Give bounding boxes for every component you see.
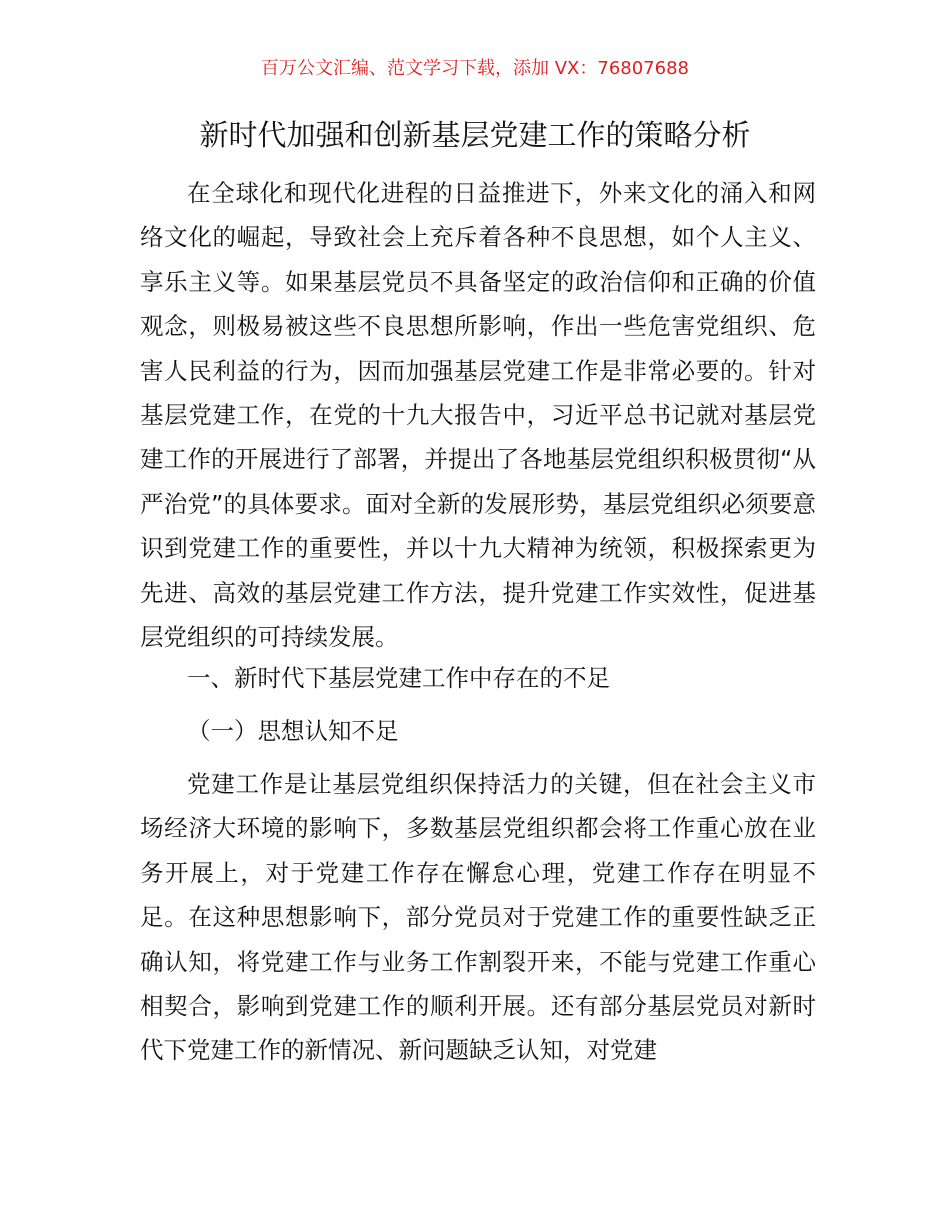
watermark-header: 百万公文汇编、范文学习下载，添加 VX：76807688 bbox=[261, 58, 689, 79]
document-title: 新时代加强和创新基层党建工作的策略分析 bbox=[199, 118, 751, 152]
subsection-heading: （一）思想认知不足 bbox=[187, 717, 399, 745]
paragraph-thought-awareness: 党建工作是让基层党组织保持活力的关键，但在社会主义市场经济大环境的影响下，多数基层党组织都会将工作重心放在业务开展上，对于党建工作存在懈怠心理，党建工作存在明显不足。在这种思想影响下，部分党员对于党建工作的重要性缺乏正确认知，将党建工作与业务工作割裂开来，不能与党建工作重心相契合，影响到党建工作的顺利开展。还有部分基层党员对新时代下党建工作的新情况、新问题缺乏认知，对党建 bbox=[140, 770, 816, 1065]
paragraph-intro: 在全球化和现代化进程的日益推进下，外来文化的涌入和网络文化的崛起，导致社会上充斥着各种不良思想，如个人主义、享乐主义等。如果基层党员不具备坚定的政治信仰和正确的价值观念，则极易被这些不良思想所影响，作出一些危害党组织、危害人民利益的行为，因而加强基层党建工作是非常必要的。针对基层党建工作，在党的十九大报告中，习近平总书记就对基层党建工作的开展进行了部署，并提出了各地基层党组织积极贯彻“从严治党”的具体要求。面对全新的发展形势，基层党组织必须要意识到党建工作的重要性，并以十九大精神为统领，积极探索更为先进、高效的基层党建工作方法，提升党建工作实效性，促进基层党组织的可持续发展。 bbox=[140, 179, 816, 652]
paragraph-block-2 bbox=[140, 762, 816, 1073]
section-heading: 一、新时代下基层党建工作中存在的不足 bbox=[187, 664, 610, 692]
paragraph-block-1 bbox=[140, 171, 816, 659]
